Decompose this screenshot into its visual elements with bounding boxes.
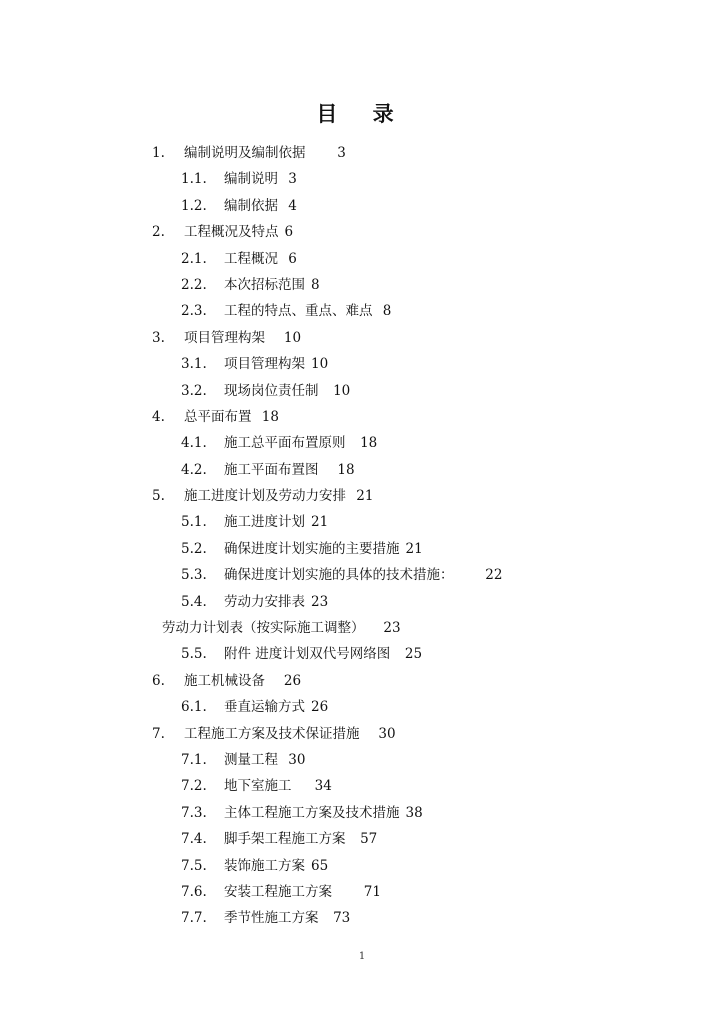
toc-entry-text (224, 694, 328, 720)
toc-entry-number: 1.2. (181, 197, 207, 214)
toc-entry-page: 30 (378, 725, 396, 742)
toc-entry-text (184, 219, 293, 245)
toc-entry-gap (346, 831, 355, 847)
toc-entry-text (224, 562, 502, 588)
toc-entry-page: 38 (405, 804, 423, 821)
toc-entry-text (224, 457, 355, 483)
toc-entry[interactable] (0, 140, 724, 166)
toc-entry-text (224, 378, 350, 404)
toc-entry[interactable] (0, 246, 724, 272)
table-of-contents (0, 140, 724, 932)
toc-entry-number: 7.5. (181, 857, 207, 874)
toc-entry[interactable] (0, 272, 724, 298)
toc-entry-number: 7.2. (181, 778, 207, 795)
toc-entry-number: 2.3. (181, 303, 207, 320)
toc-entry-number: 3.1. (181, 356, 207, 373)
toc-entry-label: 测量工程 (224, 751, 278, 768)
toc-entry-page: 30 (288, 751, 306, 768)
toc-entry[interactable] (0, 536, 724, 562)
toc-entry-label: 脚手架工程施工方案 (224, 831, 346, 848)
toc-entry-text (224, 536, 423, 562)
toc-entry-text (224, 298, 391, 324)
toc-entry-gap (278, 198, 282, 214)
toc-entry-text (184, 668, 301, 694)
toc-entry[interactable] (0, 509, 724, 535)
toc-entry-label: 工程概况及特点 (184, 224, 279, 241)
toc-entry-number: 5.1. (181, 514, 207, 531)
toc-entry[interactable] (0, 562, 724, 588)
toc-entry-text (224, 773, 332, 799)
toc-entry-label: 确保进度计划实施的具体的技术措施： (224, 567, 454, 584)
toc-entry-label: 装饰施工方案 (224, 857, 305, 874)
toc-entry[interactable] (0, 457, 724, 483)
toc-entry[interactable] (0, 351, 724, 377)
toc-entry-number: 4. (152, 408, 165, 425)
toc-entry-gap (319, 383, 328, 399)
toc-entry[interactable] (0, 694, 724, 720)
toc-entry-gap (360, 726, 373, 742)
toc-entry-text (224, 272, 320, 298)
toc-entry-number: 7. (152, 725, 165, 742)
toc-entry-page: 25 (404, 646, 423, 663)
toc-entry-number: 4.2. (181, 461, 207, 478)
toc-entry-text (184, 404, 279, 430)
toc-entry-number: 2.1. (181, 250, 207, 267)
toc-entry-page: 23 (383, 620, 401, 637)
toc-entry[interactable] (0, 668, 724, 694)
toc-entry-number: 7.4. (181, 831, 207, 848)
toc-entry-text (224, 641, 422, 667)
toc-entry[interactable] (0, 773, 724, 799)
toc-entry[interactable] (0, 193, 724, 219)
toc-entry[interactable] (0, 879, 724, 905)
toc-entry-gap (292, 778, 309, 794)
toc-entry-label: 安装工程施工方案 (224, 883, 332, 900)
toc-entry[interactable] (0, 378, 724, 404)
toc-entry-gap (278, 171, 282, 187)
toc-entry-gap (346, 488, 350, 504)
toc-entry-page: 10 (283, 329, 302, 346)
toc-entry-number: 5.3. (181, 567, 207, 584)
toc-entry-label: 编制说明及编制依据 (184, 145, 306, 161)
toc-entry-page: 3 (337, 145, 346, 161)
toc-entry-text (224, 826, 377, 852)
toc-entry[interactable] (0, 905, 724, 931)
toc-entry-page: 6 (284, 224, 294, 241)
toc-entry-number: 4.1. (181, 435, 207, 452)
toc-entry[interactable] (0, 325, 724, 351)
toc-entry-number: 5.5. (181, 646, 207, 663)
toc-entry-gap (346, 435, 355, 451)
toc-entry-page: 21 (311, 514, 329, 531)
toc-entry-label: 施工进度计划及劳动力安排 (184, 488, 346, 505)
toc-entry-page: 65 (311, 857, 329, 874)
toc-entry-page: 8 (382, 303, 392, 320)
toc-entry[interactable] (0, 219, 724, 245)
toc-entry-label: 现场岗位责任制 (224, 382, 319, 399)
toc-entry-label: 主体工程施工方案及技术措施 (224, 804, 400, 821)
toc-entry-text (224, 351, 328, 377)
toc-entry-label: 劳动力安排表 (224, 593, 305, 610)
toc-entry[interactable] (0, 800, 724, 826)
toc-entry-page: 10 (333, 382, 351, 399)
toc-entry-gap (265, 673, 278, 689)
toc-entry-page: 4 (288, 197, 297, 214)
toc-entry-number: 6. (152, 672, 165, 689)
toc-entry-number: 7.1. (181, 751, 207, 768)
toc-entry-label: 劳动力计划表（按实际施工调整） (162, 620, 365, 637)
toc-entry-page: 22 (485, 567, 503, 584)
toc-entry-text (224, 853, 328, 879)
toc-entry-text (184, 721, 396, 747)
toc-entry-label: 施工机械设备 (184, 672, 265, 689)
toc-entry-number: 5. (152, 488, 165, 505)
toc-entry-label: 垂直运输方式 (224, 699, 305, 716)
toc-entry-label: 地下室施工 (224, 778, 292, 795)
toc-entry[interactable] (0, 589, 724, 615)
toc-entry-text (224, 905, 350, 931)
toc-entry-page: 26 (283, 672, 302, 689)
toc-entry-label: 编制说明 (224, 171, 278, 188)
toc-entry-page: 71 (363, 883, 381, 900)
toc-entry-page: 21 (356, 488, 374, 505)
toc-entry-label: 施工总平面布置原则 (224, 435, 346, 452)
toc-entry-number: 1. (152, 145, 165, 161)
toc-entry-label: 总平面布置 (184, 408, 252, 425)
toc-entry-label: 本次招标范围 (224, 276, 305, 293)
toc-entry-page: 23 (311, 593, 329, 610)
toc-entry-gap (365, 620, 378, 636)
toc-title: 目 录 (316, 102, 408, 126)
toc-entry-text (184, 325, 301, 351)
toc-entry[interactable] (0, 615, 724, 641)
toc-entry-number: 5.2. (181, 540, 207, 557)
toc-entry-gap (252, 409, 256, 425)
toc-entry-number: 1.1. (181, 171, 207, 188)
toc-entry-text (224, 509, 328, 535)
toc-entry-text (224, 246, 297, 272)
toc-entry-number: 2.2. (181, 276, 207, 293)
toc-entry-page: 21 (405, 540, 423, 557)
toc-entry-number: 7.7. (181, 910, 207, 927)
toc-entry-gap (332, 884, 358, 900)
toc-entry-page: 73 (333, 910, 351, 927)
toc-entry-label: 项目管理构架 (224, 356, 305, 373)
toc-entry-label: 工程概况 (224, 250, 278, 267)
toc-entry-gap (306, 145, 332, 161)
toc-entry-text (224, 589, 328, 615)
toc-entry-text (184, 140, 346, 166)
toc-entry-number: 7.6. (181, 883, 207, 900)
toc-entry-page: 3 (288, 171, 297, 188)
toc-entry-text (224, 166, 297, 192)
toc-entry[interactable] (0, 404, 724, 430)
toc-entry-label: 施工平面布置图 (224, 461, 319, 478)
toc-entry-text (162, 615, 401, 641)
toc-entry-label: 工程施工方案及技术保证措施 (184, 725, 360, 742)
toc-entry[interactable] (0, 483, 724, 509)
toc-entry-label: 编制依据 (224, 197, 278, 214)
toc-entry-gap (454, 567, 480, 583)
toc-entry-page: 18 (337, 461, 355, 478)
toc-entry-text (184, 483, 373, 509)
toc-entry-page: 6 (288, 250, 297, 267)
toc-entry-gap (265, 330, 278, 346)
toc-entry[interactable] (0, 166, 724, 192)
toc-entry-text (224, 879, 381, 905)
toc-entry[interactable] (0, 721, 724, 747)
toc-entry-page: 34 (314, 778, 332, 795)
toc-entry-gap (278, 752, 282, 768)
toc-entry-number: 3.2. (181, 382, 207, 399)
toc-entry-page: 18 (360, 435, 378, 452)
toc-entry-label: 季节性施工方案 (224, 910, 319, 927)
toc-entry-number: 2. (152, 224, 165, 241)
toc-entry[interactable] (0, 430, 724, 456)
toc-entry-label: 附件 进度计划双代号网络图 (224, 646, 391, 663)
toc-entry[interactable] (0, 747, 724, 773)
toc-entry-label: 施工进度计划 (224, 514, 305, 531)
toc-entry-label: 确保进度计划实施的主要措施 (224, 540, 400, 557)
toc-entry-text (224, 193, 297, 219)
toc-entry-text (224, 800, 423, 826)
toc-entry-gap (319, 910, 328, 926)
toc-entry-page: 26 (311, 699, 329, 716)
toc-entry[interactable] (0, 641, 724, 667)
page-number: 1 (358, 951, 366, 962)
toc-entry-gap (278, 251, 282, 267)
toc-entry-page: 8 (311, 276, 320, 293)
toc-entry-number: 5.4. (181, 593, 207, 610)
toc-entry-label: 工程的特点、重点、难点 (224, 303, 373, 320)
toc-entry-number: 7.3. (181, 804, 207, 821)
toc-entry[interactable] (0, 826, 724, 852)
toc-entry-text (224, 747, 305, 773)
toc-entry[interactable] (0, 853, 724, 879)
toc-entry[interactable] (0, 298, 724, 324)
toc-entry-text (224, 430, 377, 456)
toc-entry-page: 18 (261, 408, 279, 425)
toc-entry-page: 10 (311, 356, 329, 373)
toc-entry-gap (373, 303, 377, 319)
toc-entry-page: 57 (360, 831, 378, 848)
toc-entry-number: 6.1. (181, 699, 207, 716)
toc-entry-number: 3. (152, 329, 165, 346)
toc-entry-gap (319, 462, 332, 478)
toc-entry-gap (390, 646, 399, 662)
toc-entry-label: 项目管理构架 (184, 329, 265, 346)
